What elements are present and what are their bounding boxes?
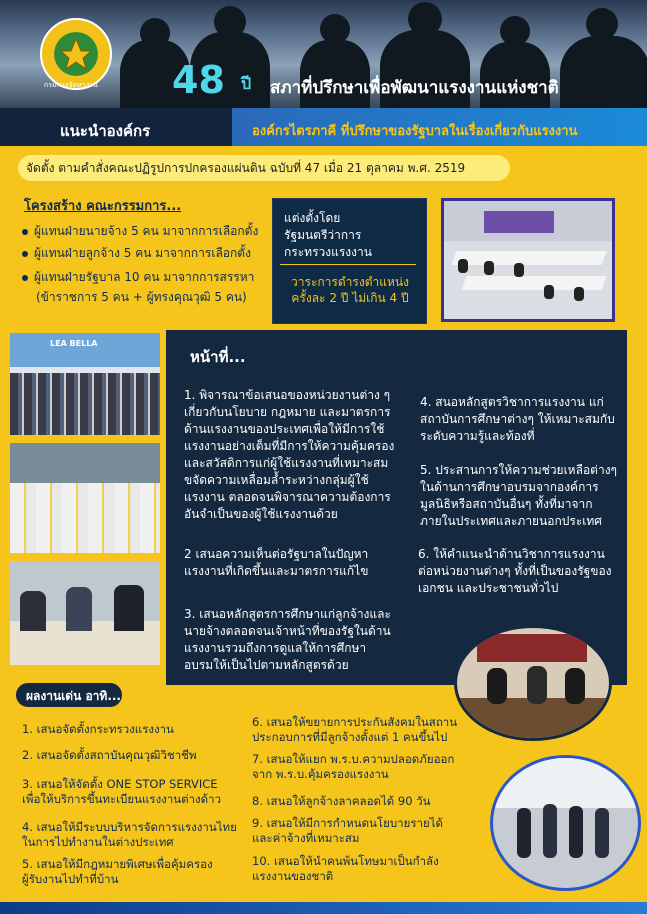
duties-title: หน้าที่... <box>190 348 246 366</box>
achievement-item: 5. เสนอให้มีกฎหมายพิเศษเพื่อคุ้มครองผู้รับงานไปทำที่บ้าน <box>22 857 213 886</box>
bullet-icon <box>22 251 28 257</box>
emblem-icon <box>59 37 93 71</box>
gov-member-note: (ข้าราชการ 5 คน + ผู้ทรงคุณวุฒิ 5 คน) <box>36 290 247 304</box>
achievement-item: 10. เสนอให้นำคนพ้นโทษมาเป็นกำลังแรงงานของชาติ <box>252 854 439 883</box>
achievement-item: 2. เสนอจัดตั้งสถาบันคุณวุฒิวิชาชีพ <box>22 748 197 762</box>
achievement-item: 3. เสนอให้จัดตั้ง ONE STOP SERVICE เพื่อให้บริการขึ้นทะเบียนแรงงานต่างด้าว <box>22 777 222 806</box>
meeting-room-photo <box>441 198 615 322</box>
structure-title: โครงสร้าง คณะกรรมการ... <box>24 199 182 214</box>
site-visit-photo <box>490 755 641 891</box>
duty-item: 4. สนอหลักสูตรวิชาการแรงงาน แก่สถาบันการศึกษาต่างๆ ให้เหมาะสมกับระดับความรู้และท้องที่ <box>420 395 615 443</box>
footer-bar <box>0 902 647 914</box>
achievement-item: 1. เสนอจัดตั้งกระทรวงแรงงาน <box>22 722 174 736</box>
member-item: ผู้แทนฝ่ายรัฐบาล 10 คน มาจากการสรรหา <box>22 268 254 287</box>
established-note: จัดตั้ง ตามคำสั่งคณะปฏิรูปการปกครองแผ่นดิน ฉบับที่ 47 เมื่อ 21 ตุลาคม พ.ศ. 2519 <box>18 155 510 181</box>
intro-label: แนะนำองค์กร <box>60 122 151 140</box>
divider <box>280 264 416 265</box>
achievements-title: ผลงานเด่น อาทิ... <box>26 689 121 703</box>
bullet-icon <box>22 229 28 235</box>
org-type-label: องค์กรไตรภาคี ที่ปรึกษาของรัฐบาลในเรื่องเกี่ยวกับแรงงาน <box>252 124 578 139</box>
duty-item: 6. ให้คำแนะนำด้านวิชาการแรงงานต่อหน่วยงานต่างๆ ทั้งที่เป็นของรัฐของเอกชน และประชาชนทั่วไป <box>418 547 612 595</box>
anniversary-unit: ปี <box>241 74 252 93</box>
building-sign-text: LEA BELLA <box>50 339 98 348</box>
member-item: ผู้แทนฝ่ายนายจ้าง 5 คน มาจากการเลือกตั้ง <box>22 222 258 241</box>
appointed-by: แต่งตั้งโดย รัฐมนตรีว่าการ กระทรวงแรงงาน <box>284 211 372 259</box>
council-name: สภาที่ปรึกษาเพื่อพัฒนาแรงงานแห่งชาติ <box>270 78 559 98</box>
group-photo-building <box>10 333 160 435</box>
panel-discussion-photo <box>454 625 612 741</box>
achievement-item: 4. เสนอให้มีระบบบริหารจัดการแรงงานไทยในการไปทำงานในต่างประเทศ <box>22 820 237 849</box>
duty-item: 5. ประสานการให้ความช่วยเหลือต่างๆในด้านการศึกษาอบรมจากองค์การมูลนิธิหรือสถาบันอื่นๆ ทั้งที่มาจากภายในประเทศและภายนอกประเทศ <box>420 463 617 528</box>
duty-item: 2 เสนอความเห็นต่อรัฐบาลในปัญหาแรงงานที่เกิดขึ้นและมาตรการแก้ไข <box>184 547 369 578</box>
term-of-office: วาระการดำรงตำแหน่ง ครั้งละ 2 ปี ไม่เกิน 4 ปี <box>291 275 409 305</box>
achievement-item: 9. เสนอให้มีการกำหนดนโยบายรายได้และค่าจ้างที่เหมาะสม <box>252 816 443 845</box>
achievement-item: 7. เสนอให้แยก พ.ร.บ.ความปลอดภัยออกจาก พ.ร.บ.คุ้มครองแรงงาน <box>252 752 455 781</box>
bullet-icon <box>22 275 28 281</box>
duty-item: 3. เสนอหลักสูตรการศึกษาแก่ลูกจ้างและนายจ้างตลอดจนเจ้าหน้าที่ของรัฐในด้านแรงงานรวมถึงการดูแลให้การศึกษาอบรมให้เป็นไปตามหลักสูตรด้วย <box>184 607 391 672</box>
logo-caption: กรมการจัดหางาน <box>44 81 98 89</box>
member-item: ผู้แทนฝ่ายลูกจ้าง 5 คน มาจากการเลือกตั้ง <box>22 244 251 263</box>
factory-visit-photo <box>10 443 160 553</box>
achievement-item: 6. เสนอให้ขยายการประกันสังคมในสถานประกอบการที่มีลูกจ้างตั้งแต่ 1 คนขึ้นไป <box>252 715 458 744</box>
anniversary-number: 48 <box>172 58 225 102</box>
achievement-item: 8. เสนอให้ลูกจ้างลาคลอดได้ 90 วัน <box>252 794 431 808</box>
meeting-table-photo <box>10 561 160 665</box>
duty-item: 1. พิจารณาข้อเสนอของหน่วยงานต่าง ๆ เกี่ยวกับนโยบาย กฎหมาย และมาตรการด้านแรงงานของประเทศเพื่อให้มีการใช้แรงงานอย่างเต็มที่มีการให้ความคุ้มครองและสวัสดิการแก่ผู้ใช้แรงงานที่เหมาะสมขจัดความเหลื่อมล้ำระหว่างกลุ่มผู้ใช้แรงงาน ตลอดจนพิจารณาความต้องการ อันจำเป็นของผู้ใช้แรงงานด้วย <box>184 388 395 521</box>
